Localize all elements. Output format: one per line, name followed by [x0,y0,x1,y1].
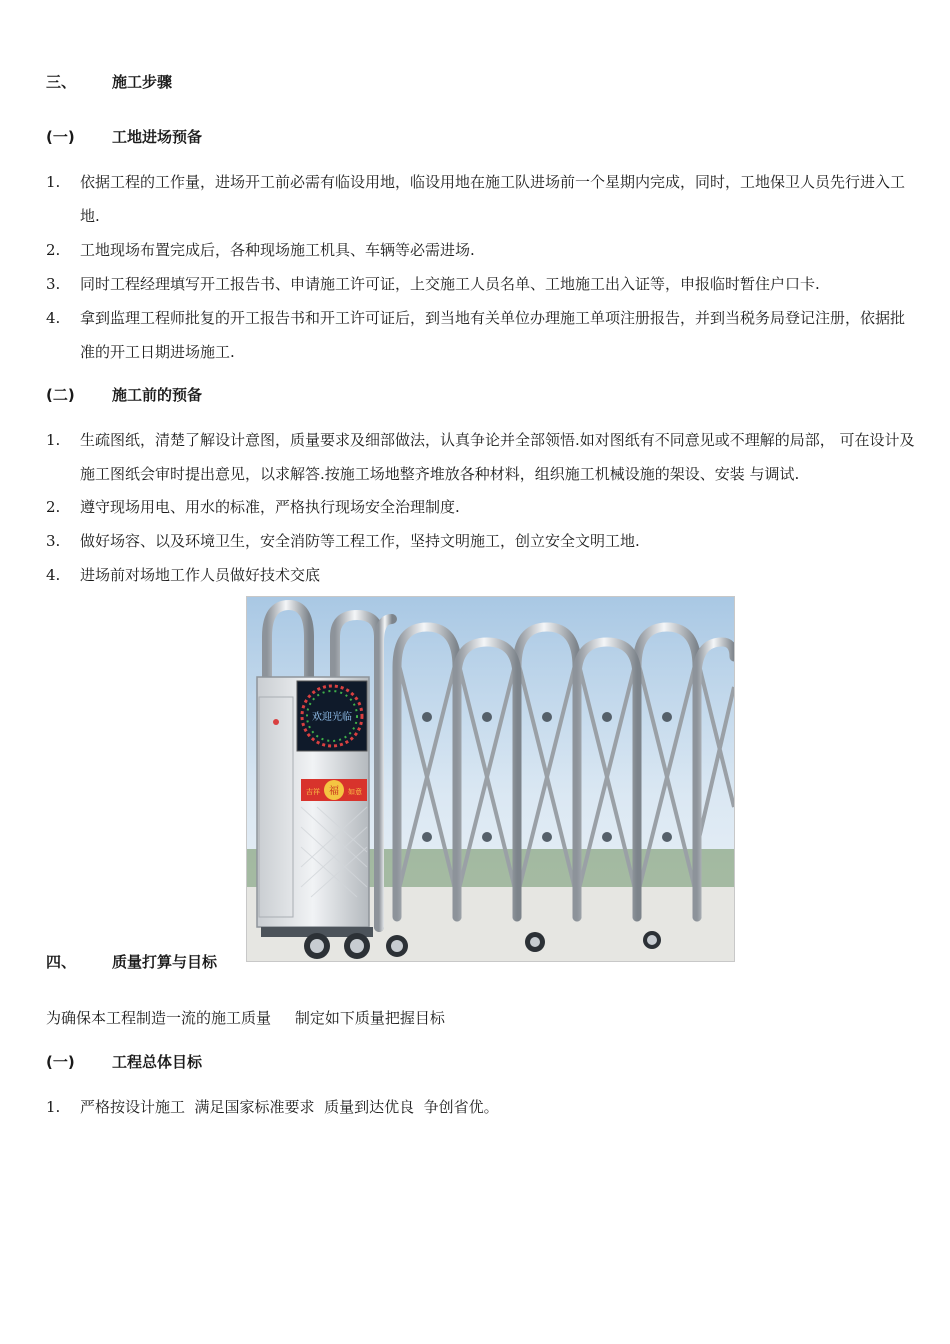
list-item [46,524,916,558]
list-number: 4. [46,566,61,584]
subsection-number: (二) [46,386,75,404]
list-item [46,301,916,369]
list-number: 3. [46,532,61,550]
list-item [46,233,916,267]
list-text: 依据工程的工作量，进场开工前必需有临设用地，临设用地在施工队进场前一个星期内完成，同时，工地保卫人员先行进入工地. [80,173,906,225]
intro-paragraph: 为确保本工程制造一流的施工质量 制定如下质量把握目标 [46,1009,445,1027]
banner-left-text: 吉祥 [306,788,320,796]
retractable-gate-photo [246,596,735,962]
list-item [46,490,916,524]
subsection-number: (一) [46,128,75,146]
banner-right-text: 如意 [348,788,362,796]
list-number: 3. [46,275,61,293]
subsection-title: 工地进场预备 [112,128,203,146]
list-item [46,423,916,491]
section-number: 四、 [46,953,77,971]
list-item [46,1090,916,1124]
list-text: 工地现场布置完成后，各种现场施工机具、车辆等必需进场. [80,241,475,259]
list-text: 严格按设计施工 满足国家标准要求 质量到达优良 争创省优。 [80,1098,499,1116]
list-item [46,558,916,592]
section-title: 质量打算与目标 [112,953,218,971]
list-item [46,267,916,301]
gate-sign-text: 欢迎光临 [312,712,352,723]
list-text: 同时工程经理填写开工报告书、申请施工许可证，上交施工人员名单、工地施工出入证等，申报临时暂住户口卡. [80,275,820,293]
subsection-number: (一) [46,1053,75,1071]
list-number: 1. [46,431,61,449]
list-text: 生疏图纸，清楚了解设计意图，质量要求及细部做法，认真争论并全部领悟.如对图纸有不同意见或不理解的局部， 可在设计及施工图纸会审时提出意见，以求解答.按施工场地整齐堆放各种材料，组织施工机械设施的架设、安装 与调试. [80,431,915,483]
list-item [46,165,916,233]
list-number: 1. [46,173,61,191]
subsection-title: 工程总体目标 [112,1053,203,1071]
list-text: 进场前对场地工作人员做好技术交底 [80,566,321,584]
subsection-title: 施工前的预备 [112,386,203,404]
list-number: 2. [46,498,61,516]
banner-center-text: 福 [329,786,339,797]
list-text: 做好场容、以及环境卫生，安全消防等工程工作，坚持文明施工，创立安全文明工地. [80,532,640,550]
section-number: 三、 [46,73,77,91]
list-number: 4. [46,309,61,327]
list-number: 1. [46,1098,61,1116]
list-number: 2. [46,241,61,259]
list-text: 拿到监理工程师批复的开工报告书和开工许可证后，到当地有关单位办理施工单项注册报告，并到当税务局登记注册，依据批准的开工日期进场施工. [80,309,906,361]
list-text: 遵守现场用电、用水的标准，严格执行现场安全治理制度. [80,498,460,516]
section-title: 施工步骤 [112,73,173,91]
